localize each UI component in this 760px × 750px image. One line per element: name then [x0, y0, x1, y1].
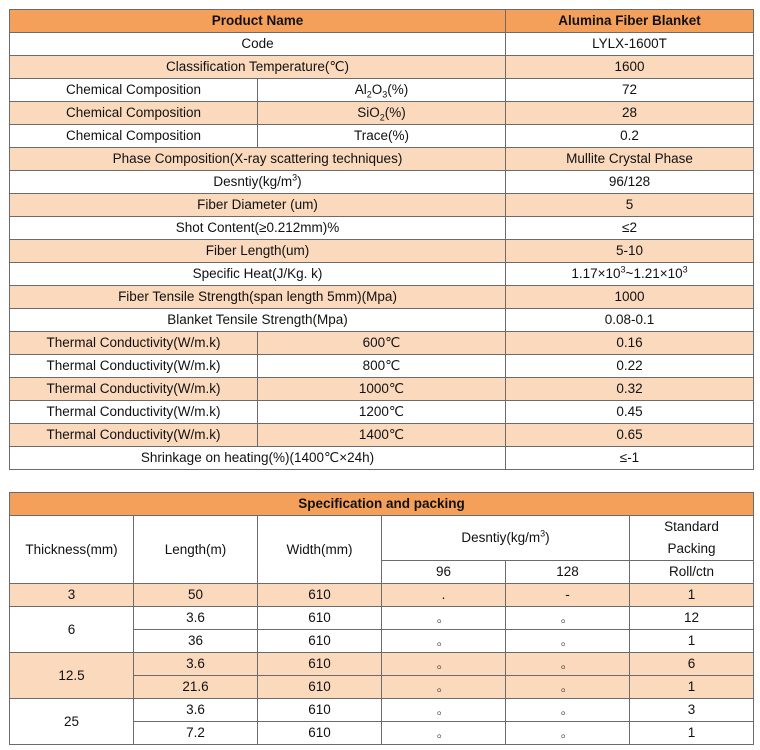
shrinkage-value: ≤-1 — [506, 447, 754, 470]
product-value-header: Alumina Fiber Blanket — [506, 10, 754, 33]
table-row — [10, 584, 754, 607]
table-row — [10, 424, 754, 447]
width-cell: 610 — [258, 653, 382, 676]
roll-cell: 6 — [630, 653, 754, 676]
table-row — [10, 607, 754, 630]
thickness-cell: 12.5 — [10, 653, 134, 699]
trace-label: Trace(%) — [258, 125, 506, 148]
thermal-temperature: 1400℃ — [258, 424, 506, 447]
fiber-tensile-label: Fiber Tensile Strength(span length 5mm)(Mpa) — [10, 286, 506, 309]
thickness-cell: 3 — [10, 584, 134, 607]
thermal-temperature: 1200℃ — [258, 401, 506, 424]
thermal-temperature: 1000℃ — [258, 378, 506, 401]
product-name-header: Product Name — [10, 10, 506, 33]
thermal-conductivity-label: Thermal Conductivity(W/m.k) — [10, 355, 258, 378]
table-row — [10, 56, 754, 79]
classification-temperature-value: 1600 — [506, 56, 754, 79]
density-header: $Desntiy(kg/m^3)$ — [382, 516, 630, 561]
length-cell: 3.6 — [134, 607, 258, 630]
fiber-length-value: 5-10 — [506, 240, 754, 263]
packing-table-body — [9, 492, 754, 745]
roll-cell: 1 — [630, 722, 754, 745]
density-label: $Desntiy(kg/m^3)$ — [10, 171, 506, 194]
table-row — [10, 217, 754, 240]
chemical-composition-label: Chemical Composition — [10, 125, 258, 148]
phase-composition-label: Phase Composition(X-ray scattering techniques) — [10, 148, 506, 171]
roll-cell: 1 — [630, 584, 754, 607]
density-96-cell: 。 — [382, 607, 506, 630]
standard-packing-header: Standard Packing — [630, 516, 754, 561]
table-row — [10, 401, 754, 424]
width-header: Width(mm) — [258, 516, 382, 584]
table-row — [10, 194, 754, 217]
length-cell: 3.6 — [134, 653, 258, 676]
density-128-cell: 。 — [506, 699, 630, 722]
table-row — [10, 79, 754, 102]
table-row — [10, 33, 754, 56]
table-row — [10, 309, 754, 332]
length-cell: 7.2 — [134, 722, 258, 745]
length-cell: 50 — [134, 584, 258, 607]
table-row — [10, 378, 754, 401]
shot-content-value: ≤2 — [506, 217, 754, 240]
table-row — [10, 699, 754, 722]
density-96-cell: . — [382, 584, 506, 607]
fiber-tensile-value: 1000 — [506, 286, 754, 309]
thickness-header: Thickness(mm) — [10, 516, 134, 584]
density-96-cell: 。 — [382, 699, 506, 722]
thermal-value: 0.16 — [506, 332, 754, 355]
density-128-cell: 。 — [506, 676, 630, 699]
density-96-cell: 。 — [382, 676, 506, 699]
thermal-conductivity-label: Thermal Conductivity(W/m.k) — [10, 401, 258, 424]
al2o3-value: 72 — [506, 79, 754, 102]
table-row — [10, 102, 754, 125]
table-row — [10, 263, 754, 286]
chemical-composition-label: Chemical Composition — [10, 102, 258, 125]
length-header: Length(m) — [134, 516, 258, 584]
thermal-value: 0.22 — [506, 355, 754, 378]
thermal-value: 0.65 — [506, 424, 754, 447]
table-row — [10, 447, 754, 470]
thermal-value: 0.32 — [506, 378, 754, 401]
density-128-cell: 。 — [506, 630, 630, 653]
packing-header-row — [10, 516, 754, 561]
table-row — [10, 148, 754, 171]
thermal-value: 0.45 — [506, 401, 754, 424]
sio2-value: 28 — [506, 102, 754, 125]
table-row — [10, 332, 754, 355]
shot-content-label: Shot Content(≥0.212mm)% — [10, 217, 506, 240]
width-cell: 610 — [258, 676, 382, 699]
density-128-cell: 。 — [506, 607, 630, 630]
density-128-cell: 。 — [506, 653, 630, 676]
density-96-cell: 。 — [382, 653, 506, 676]
density-128-cell: 。 — [506, 722, 630, 745]
code-label: Code — [10, 33, 506, 56]
density-128-header: 128 — [506, 561, 630, 584]
roll-cell: 1 — [630, 676, 754, 699]
thermal-temperature: 600℃ — [258, 332, 506, 355]
blanket-tensile-value: 0.08-0.1 — [506, 309, 754, 332]
density-128-cell: - — [506, 584, 630, 607]
table-row — [10, 240, 754, 263]
thermal-temperature: 800℃ — [258, 355, 506, 378]
specific-heat-value: $1.17\times 10^3\sim 1.21\times 10^3$ — [506, 263, 754, 286]
length-cell: 3.6 — [134, 699, 258, 722]
density-value: 96/128 — [506, 171, 754, 194]
packing-title-row — [10, 493, 754, 516]
roll-cell: 1 — [630, 630, 754, 653]
width-cell: 610 — [258, 722, 382, 745]
roll-cell: 12 — [630, 607, 754, 630]
thermal-conductivity-label: Thermal Conductivity(W/m.k) — [10, 332, 258, 355]
table-row — [10, 125, 754, 148]
shrinkage-label: Shrinkage on heating(%)(1400℃×24h) — [10, 447, 506, 470]
thickness-cell: 6 — [10, 607, 134, 653]
table-row — [10, 355, 754, 378]
phase-composition-value: Mullite Crystal Phase — [506, 148, 754, 171]
density-96-header: 96 — [382, 561, 506, 584]
blanket-tensile-label: Blanket Tensile Strength(Mpa) — [10, 309, 506, 332]
al2o3-label: $Al_2O_3(\%)$ — [258, 79, 506, 102]
table-row — [10, 171, 754, 194]
code-value: LYLX-1600T — [506, 33, 754, 56]
trace-value: 0.2 — [506, 125, 754, 148]
sio2-label: SiO$_2$(%) — [258, 102, 506, 125]
fiber-length-label: Fiber Length(um) — [10, 240, 506, 263]
fiber-diameter-label: Fiber Diameter (um) — [10, 194, 506, 217]
properties-table — [9, 9, 754, 470]
table-row — [10, 653, 754, 676]
classification-temperature-label: Classification Temperature(℃) — [10, 56, 506, 79]
density-96-cell: 。 — [382, 630, 506, 653]
specific-heat-label: Specific Heat(J/Kg. k) — [10, 263, 506, 286]
width-cell: 610 — [258, 630, 382, 653]
roll-cell: 3 — [630, 699, 754, 722]
thermal-conductivity-label: Thermal Conductivity(W/m.k) — [10, 378, 258, 401]
fiber-diameter-value: 5 — [506, 194, 754, 217]
length-cell: 21.6 — [134, 676, 258, 699]
properties-header-row — [10, 10, 754, 33]
length-cell: 36 — [134, 630, 258, 653]
width-cell: 610 — [258, 607, 382, 630]
packing-title: Specification and packing — [10, 493, 754, 516]
density-96-cell: 。 — [382, 722, 506, 745]
thickness-cell: 25 — [10, 699, 134, 745]
table-row — [10, 286, 754, 309]
roll-ctn-header: Roll/ctn — [630, 561, 754, 584]
thermal-conductivity-label: Thermal Conductivity(W/m.k) — [10, 424, 258, 447]
width-cell: 610 — [258, 699, 382, 722]
chemical-composition-label: Chemical Composition — [10, 79, 258, 102]
width-cell: 610 — [258, 584, 382, 607]
